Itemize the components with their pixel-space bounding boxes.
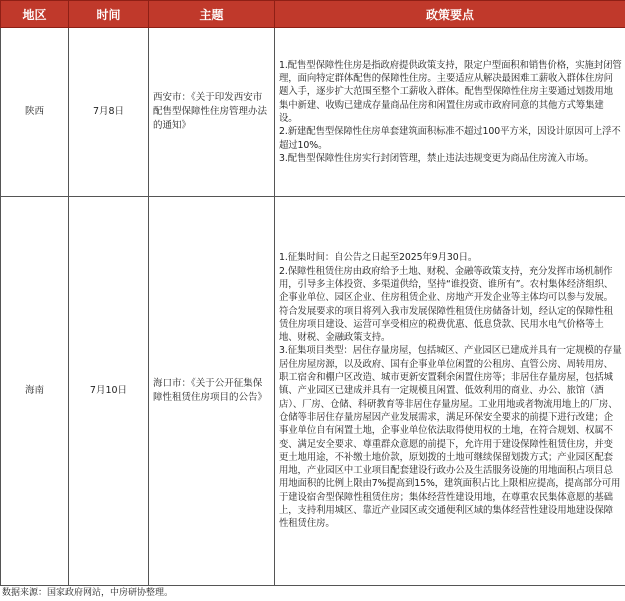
points-cell: [275, 197, 625, 586]
header-topic: 主题: [149, 1, 275, 28]
date-cell: 7月10日: [69, 197, 149, 586]
header-date: 时间: [69, 1, 149, 28]
topic-cell: 海口市：《关于公开征集保障性租赁住房项目的公告》: [149, 197, 275, 586]
policy-point: 2.新建配售型保障性住房单套建筑面积标准不超过100平方米，因设计原因可上浮不超过10%。: [279, 126, 621, 151]
table-row: [1, 197, 625, 586]
header-region: 地区: [1, 1, 69, 28]
topic-cell: 西安市：《关于印发西安市配售型保障性住房管理办法的通知》: [149, 28, 275, 197]
policy-point: 1.征集时间：自公告之日起至2025年9月30日。: [279, 252, 478, 264]
policy-point: 2.保障性租赁住房由政府给予土地、财税、金融等政策支持，充分发挥市场机制作用，引导多主体投资、多渠道供给，坚持“谁投资、谁所有”。农村集体经济组织、企事业单位、园区企业、住房租赁企业、房地产开发企业等主体均可以参与发展。符合发展要求的项目将列入我市发展保障性租赁住房储备计划，经认定的保障性租赁住房项目建设、运营可享受相应的税费优惠、低息贷款、民用水电气价格等土地、财税、金融政策支持。: [279, 265, 614, 344]
data-source-note: 数据来源：国家政府网站，中房研协整理。: [2, 588, 174, 598]
region-cell: 陕西: [1, 28, 69, 197]
policy-point: 3.征集项目类型：居住存量房屋，包括城区、产业园区已建成并具有一定规模的存量居住房屋房源，以及政府、国有企事业单位闲置的公租房、直管公房、周转用房、职工宿舍和棚户区改造、城市更新安置剩余闲置住房等；非居住存量房屋，包括城镇、产业园区已建成并具有一定规模且闲置、低效利用的商业、办公、旅馆（酒店）、厂房、仓储、科研教育等非居住存量房屋。工业用地或者物流用地上的厂房、仓储等非居住存量房屋因产业发展需求，满足环保安全要求的前提下进行改建；企事业单位自有闲置土地，企事业单位依法取得使用权的土地，在符合规划、权属不变、满足安全要求、尊重群众意愿的前提下，允许用于建设保障性租赁住房，并变更土地用途，不补缴土地价款，原划拨的土地可继续保留划拨方式；产业园区配套用地，产业园区中工业项目配套建设行政办公及生活服务设施的用地面积占项目总用地面积的比例上限由7%提高到15%，建筑面积占比上限相应提高，提高部分可用于建设宿舍型保障性租赁住房；集体经营性建设用地，在尊重农民集体意愿的基础上，支持利用城区、靠近产业园区或交通便利区域的集体经营性建设用地建设保障性租赁住房。: [279, 345, 622, 530]
header-points: 政策要点: [275, 1, 625, 28]
date-cell: 7月8日: [69, 28, 149, 197]
table-row: [1, 28, 625, 197]
points-cell: [275, 28, 625, 197]
region-cell: 海南: [1, 197, 69, 586]
table-header-row: [1, 1, 625, 28]
policy-point: 3.配售型保障性住房实行封闭管理，禁止违法违规变更为商品住房流入市场。: [279, 152, 594, 164]
policy-point: 1.配售型保障性住房是指政府提供政策支持，限定户型面积和销售价格，实施封闭管理，面向特定群体配售的保障性住房。主要适应从解决最困难工薪收入群体住房问题入手，逐步扩大范围至整个工薪收入群体。配售型保障性住房主要通过划拨用地集中新建、收购已建成存量商品住房和闲置住房或市政府同意的其他方式筹集建设。: [279, 59, 622, 124]
